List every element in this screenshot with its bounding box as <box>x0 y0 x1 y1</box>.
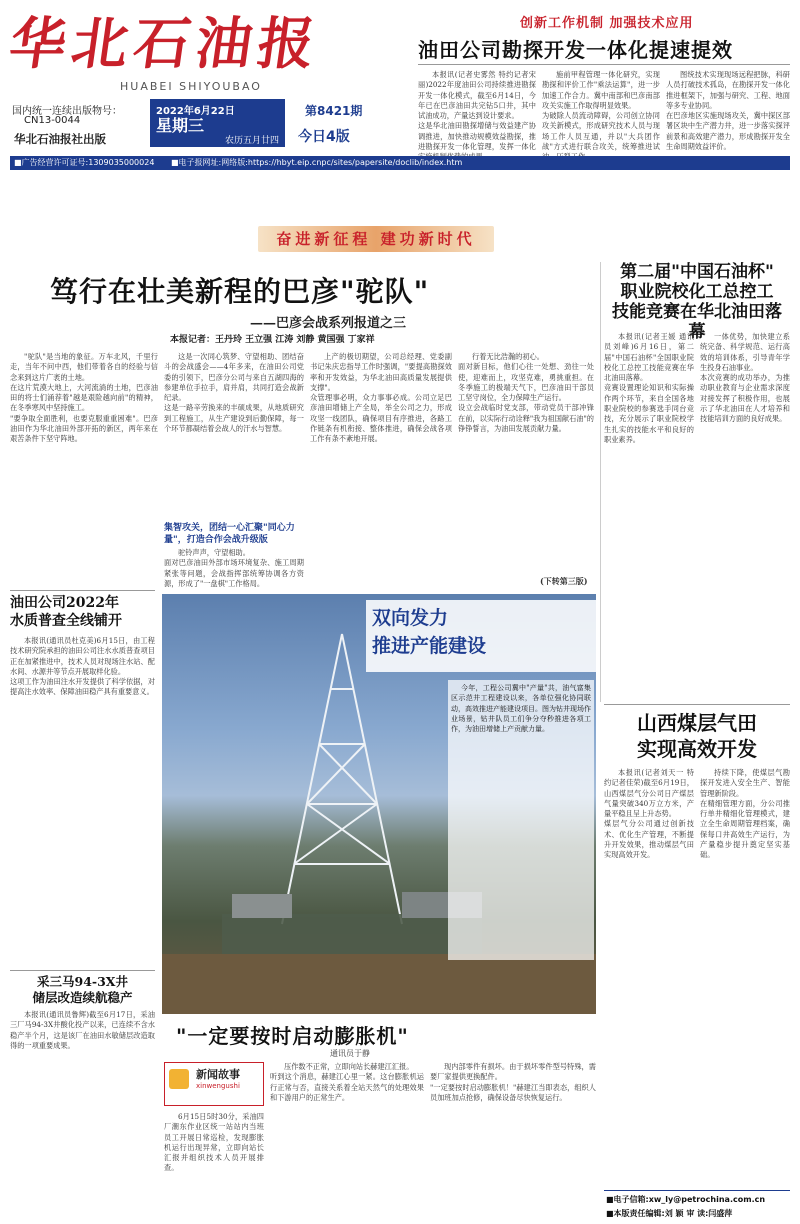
tag-pinyin: xinwengushi <box>196 1082 240 1090</box>
photo-title-line1: 双向发力 <box>372 607 449 629</box>
bottom-col3: 现内部零件有损坏。由于损坏零件型号特殊，需要厂家提供更换配件。 "一定要按时启动膨胀机！"赫建江当即表态，组织人员加班加点抢修，确保设备尽快恢复运行。 <box>430 1062 596 1102</box>
feature-title: 笃行在壮美新程的巴彦"驼队" <box>50 275 430 308</box>
feature-col1: "驼队"是当地的象征。万车北风，千里行走，当年不问中西，他们带着各自的经验与信念来到这片广袤的土地。 在这片荒漠大地上，大河流淌的土地，巴彦油田的将士们涌荐着"越是艰险越向前"的精神，在冬季寒风中坚持施工。 "要争取全面胜利，也要克服重重困难"。巴彦油田作为华北油田外部开拓的新区，两年来在艰苦条件下坚守阵地。 <box>10 352 158 444</box>
shanxi-title <box>604 710 790 762</box>
cn-number: CN13-0044 <box>24 115 81 126</box>
top-story-kicker: 创新工作机制 加强技术应用 <box>520 16 694 31</box>
right-title-line1: 第二届"中国石油杯" <box>620 262 774 282</box>
tag-label: 新闻故事 <box>196 1068 240 1081</box>
ad-license: ■广告经营许可证号:1309035000024 <box>14 158 155 167</box>
right-story-col2: 一体优势，加快建立系统完备、科学规范、运行高效的培训体系，引导青年学生投身石油事业。 本次竞赛的成功举办，为推动职业教育与企业需求深度对接发挥了积极作用，也展示了华北油田在人才培养和技能培训方面的良好成果。 <box>700 332 790 424</box>
shanxi-col1: 本报讯(记者刘天一 特约记者佳荣)截至6月19日，山西煤层气分公司日产煤层气量突破340万立方米，产量平稳且呈上升态势。 煤层气分公司通过创新技术、优化生产管理，不断提升开发效果，推动煤层气田实现高效开发。 <box>604 768 694 860</box>
issue-number: 第8421期 <box>305 104 363 118</box>
bottom-story-byline: 通讯员于静 <box>330 1049 370 1058</box>
cn-label: 国内统一连续出版物号： <box>12 106 122 117</box>
bottom-col1: 6月15日5时30分，采油四厂潮东作业区统一站站内当班员工开展日常巡检，发现膨胀机运行出现异常，立即向站长汇报并组织技术人员开展排查。 <box>164 1112 264 1173</box>
feature-authors: 本报记者：王丹玲 王立强 江涛 刘静 黄国强 丁家祥 <box>170 335 375 345</box>
feature-subtitle: ——巴彦会战系列报道之三 <box>250 316 407 331</box>
shanxi-col2: 持续下降，使煤层气勘探开发进入安全生产、智能管理新阶段。 在精细管理方面，分公司推行单井精细化管理模式，建立全生命周期管理档案，确保每口井高效生产运行，为产量稳步提升奠定坚实基础。 <box>700 768 790 860</box>
publisher: 华北石油报社出版 <box>14 132 106 146</box>
logo-pinyin: HUABEI SHIYOUBAO <box>120 80 262 93</box>
feature-col4: 行着无比浩瀚的初心。 面对新目标，他们心往一处想、劲往一处使，迎难而上，攻坚克难，勇挑重担。在冬季施工的极端天气下，巴彦油田干部员工坚守岗位，全力保障生产运行。 设立会战临时党支部，带动党员干部冲锋在前，以实际行动诠释"我为祖国献石油"的铮铮誓言，为油田发展贡献力量。 <box>458 352 594 434</box>
weekday: 星期三 <box>156 116 205 135</box>
e-paper-url[interactable]: ■电子报网址:网络版:https://hbyt.eip.cnpc/sites/papersite/doclib/index.htm <box>170 158 463 167</box>
info-bar <box>10 156 790 170</box>
shanxi-title-line1: 山西煤层气田 <box>637 711 757 735</box>
feature-col2b: 驼铃声声，守望相助。 面对巴彦油田外部市场环境复杂、施工周期紧张等问题，会战指挥部统筹协调各方资源，形成了"一盘棋"工作格局。 <box>164 548 304 588</box>
left-story-title <box>10 594 155 630</box>
feature-col2-subhead: 集智攻关，团结一心汇聚"同心力量"，打造合作会战升级版 <box>164 523 295 545</box>
right-title-line3: 技能竞赛在华北油田落幕 <box>612 302 782 342</box>
feature-col2: 这是一次同心筑梦、守望相助、团结奋斗的会战盛会——4年多来，在油田公司党委的引领下，巴彦分公司与来自五湖四海的参建单位手拉手，肩并肩，共同打造会战新纪录。 这是一路辛劳换来的丰硕成果，从地质研究到工程施工，从生产建设到后勤保障，每一个环节都凝结着会战人的汗水与智慧。 <box>164 352 304 434</box>
footer-editors: ■本版责任编辑:刘 颖 审 读:闫盛萍 <box>606 1209 733 1218</box>
right-story-title <box>604 262 790 342</box>
theme-banner <box>258 226 494 252</box>
left-story-body: 本报讯(通讯员杜克美)6月15日，由工程技术研究院承担的油田公司注水水质普查项目正在加紧推进中，技术人员对现场注水站、配水间、水源井等节点开展取样化验。 这项工作为油田注水开发提供了科学依据，对提高注水效率、保障油田稳产具有重要意义。 <box>10 636 155 697</box>
left-title-line1: 油田公司2022年 <box>10 595 119 611</box>
feature-continued: (下转第三版) <box>540 576 588 586</box>
photo-title-line2: 推进产能建设 <box>372 635 487 657</box>
right-story-col1: 本报讯(记者王媛 通讯员刘峰)6月16日，第二届"中国石油杯"全国职业院校化工总控工技能竞赛在华北油田落幕。 竞赛设置理论知识和实际操作两个环节，来自全国各地职业院校的参赛选手同台竞技，充分展示了职业院校学生扎实的技能水平和良好的职业素养。 <box>604 332 694 444</box>
left-title-line2: 水质普查全线铺开 <box>10 613 122 629</box>
date: 2022年6月22日 <box>156 106 235 117</box>
small-left-title <box>10 974 155 1006</box>
bottom-story-title: "一定要按时启动膨胀机" <box>176 1024 409 1048</box>
top-story-title: 油田公司勘探开发一体化提速提效 <box>418 38 733 62</box>
date-box <box>150 99 285 147</box>
small-left-title-line1: 采三马94-3X井 <box>37 974 128 989</box>
footer-email: ■电子信箱:xw_ly@petrochina.com.cn <box>606 1195 766 1204</box>
news-story-tag <box>164 1062 264 1106</box>
lunar-date: 农历五月廿四 <box>224 136 279 146</box>
newspaper-logo: 华北石油报 <box>5 11 325 77</box>
right-title-line2: 职业院校化工总控工 <box>620 282 774 302</box>
photo-caption: 今年，工程公司冀中"产量"共，油气富集区示范井工程建设以来，各单位强化协同联动，高效推进产能建设项目。图为钻井现场作业场景，钻井队员工们争分夺秒推进各项工作，为油田增储上产贡献力量。 <box>448 680 594 960</box>
top-story-col3: 图统技术实现现场远程把脉，科研人员打破技术孤岛，在勘探开发一体化推进框架下，加强与研究、工程、地面等多专业协同。 在巴彦地区实施现场攻关，冀中探区部署区块中生产潜力井，进一步落实探评前景和高效建产潜力，形成勘探开发全生命周期效益评价。 <box>666 70 790 152</box>
feature-col3: 上产的极切期望，公司总经理、党委副书记朱庆忠指导工作时强调，"要提高勘探效率和开发效益，为华北油田高质量发展提供支撑"。 众管理事必明，众力事事必成。公司立足巴彦油田增储上产全局，举全公司之力，形成攻坚一线团队，确保项目有序推进，各路工作链条有机衔接、整体推进，确保会战各项工作有条不紊地开展。 <box>310 352 452 444</box>
small-left-body: 本报讯(通讯员鲁辉)截至6月17日，采油三厂马94-3X井酸化投产以来，已连续不含水稳产半个月，这是该厂在油田水敏储层改造取得的一项重要成果。 <box>10 1010 155 1050</box>
top-story-col1: 本报讯(记者史雾然 特约记者宋丽)2022年度油田公司持续推进勘探开发一体化模式，截至6月14日，今年已在巴彦油田共完钻5口井，其中试油成功，产量达到设计要求。 这是华北油田勘探增储与效益建产协调推进，加快推动规模效益勘探，推进勘探开发一体化管理，发挥一体化 <box>418 70 536 152</box>
banner-text: 奋进新征程 建功新时代 <box>276 230 476 248</box>
small-left-title-line2: 储层改造续航稳产 <box>32 990 133 1005</box>
page-count: 今日4版 <box>298 129 350 145</box>
top-story-col2: 施前甲程管理一体化研究，实现勘探和评价工作"乘法运算"，进一步加速工作合力。冀中南部和巴彦南部攻关实施工作取得明显效果。 为破除人员流动障碍，公司创立协同攻关新模式，形成研究技术人员与现场工作人员互通，并以"大兵团作战"方式进行联合攻关，统筹推进试 <box>542 70 660 152</box>
photo-story-title <box>366 600 596 672</box>
shanxi-title-line2: 实现高效开发 <box>637 737 757 761</box>
tag-icon <box>169 1069 189 1089</box>
bottom-col2: 压作数不正常，立即向站长赫建江汇报。 听到这个消息，赫建江心里一紧。这台膨胀机运行正常与否，直接关系着全站天然气的处理效果和下游用户的正常生产。 <box>270 1062 424 1102</box>
